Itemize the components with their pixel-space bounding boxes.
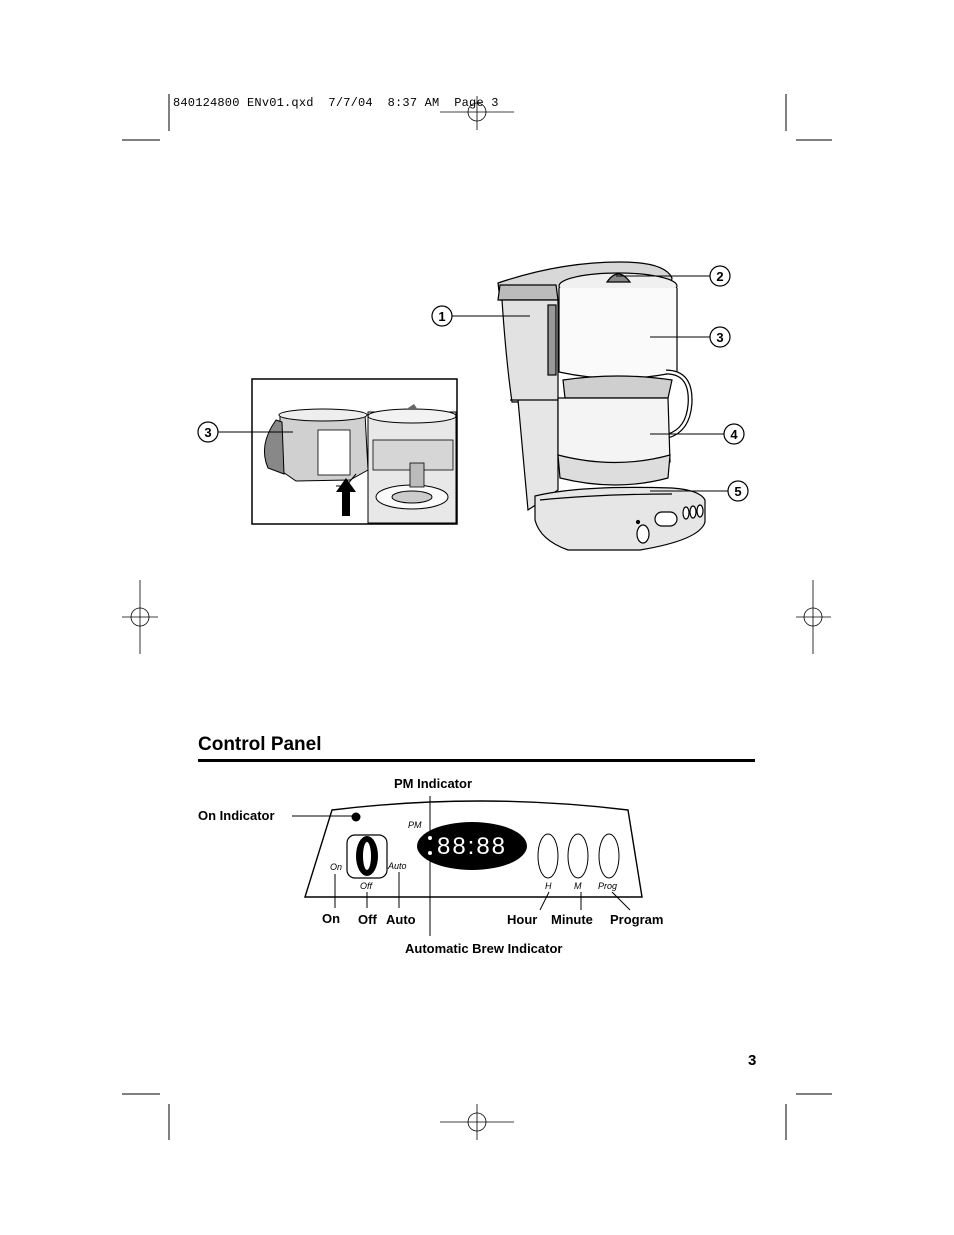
knob-off-text: Off: [360, 881, 373, 891]
pm-text: PM: [408, 820, 422, 830]
display-digits: 88:88: [436, 833, 508, 860]
page-number: 3: [748, 1052, 757, 1069]
btn-prog-text: Prog: [598, 881, 618, 891]
on-indicator-label: On Indicator: [198, 808, 275, 823]
on-indicator-light: [352, 813, 361, 822]
pm-indicator-light: [428, 836, 432, 840]
minute-button: [568, 834, 588, 878]
filter-basket-inset: [252, 379, 457, 524]
hour-button: [538, 834, 558, 878]
section-title: Control Panel: [198, 734, 322, 755]
crop-marks: [122, 94, 832, 1140]
automatic-brew-indicator-label: Automatic Brew Indicator: [405, 941, 563, 956]
program-button: [599, 834, 619, 878]
title-rule: [198, 759, 755, 762]
coffee-maker-illustration: [498, 262, 705, 550]
callout-1: 1: [438, 309, 446, 324]
callout-4: 4: [730, 427, 738, 442]
auto-label: Auto: [386, 912, 416, 927]
btn-h-text: H: [545, 881, 552, 891]
btn-m-text: M: [574, 881, 582, 891]
program-label: Program: [610, 912, 664, 927]
callout-5: 5: [734, 484, 742, 499]
minute-label: Minute: [551, 912, 593, 927]
registration-marks: [122, 96, 831, 1140]
pm-indicator-label: PM Indicator: [394, 776, 473, 791]
auto-brew-indicator-light: [428, 851, 432, 855]
knob-on-text: On: [330, 862, 343, 872]
print-slug: 840124800 ENv01.qxd 7/7/04 8:37 AM Page 3: [173, 96, 499, 110]
callout-3: 3: [716, 330, 724, 345]
callout-3-inset: 3: [204, 425, 212, 440]
off-label: Off: [358, 912, 377, 927]
callout-2: 2: [716, 269, 724, 284]
hour-label: Hour: [507, 912, 538, 927]
on-label: On: [322, 911, 341, 926]
knob-auto-text: Auto: [388, 861, 407, 871]
